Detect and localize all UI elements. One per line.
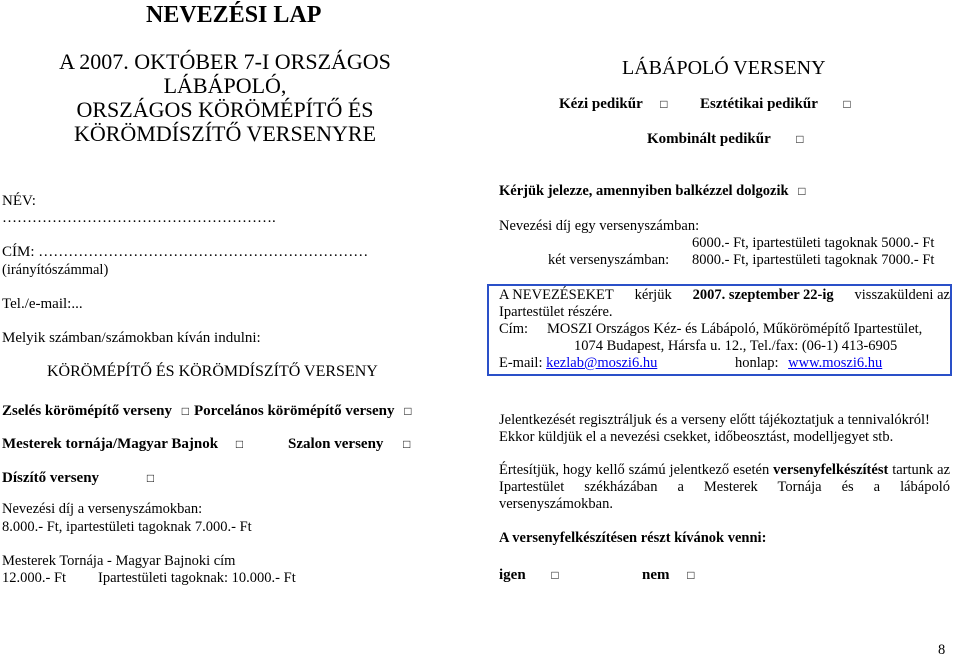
info2-c: tartunk az Ipartestület székházában a Mesterek Tornája és a lábápoló versenyszámokban. — [499, 462, 951, 512]
checkbox-icon[interactable] — [236, 436, 243, 453]
option-label: Kérjük jelezze, amennyiben balkézzel dolgozik — [499, 183, 789, 199]
event-line-4: KÖRÖMDÍSZÍTŐ VERSENYRE — [73, 121, 377, 146]
deadline-b: kérjük — [634, 287, 672, 303]
masters-fee-member: Ipartestületi tagoknak: 10.000.- Ft — [98, 570, 296, 586]
checkbox-icon[interactable] — [660, 96, 667, 113]
fee-right-title: Nevezési díj egy versenyszámban: — [499, 218, 700, 234]
option-gel-nail[interactable] — [2, 403, 189, 420]
option-label: Porcelános körömépítő verseny — [194, 403, 395, 419]
fee-left-title: Nevezési díj a versenyszámokban: — [2, 501, 203, 517]
checkbox-icon[interactable] — [687, 567, 694, 584]
fee-right-two-label: két versenyszámban: — [548, 252, 670, 268]
option-salon[interactable] — [288, 436, 410, 453]
checkbox-icon[interactable] — [182, 403, 189, 420]
option-label: Esztétikai pedikűr — [700, 96, 818, 112]
deadline-recipient: Ipartestület részére. — [499, 304, 613, 320]
option-yes[interactable] — [499, 567, 559, 584]
page-number: 8 — [938, 642, 946, 658]
masters-fee-title: Mesterek Tornája - Magyar Bajnoki cím — [2, 553, 236, 569]
address-label-right: Cím: — [499, 321, 529, 337]
checkbox-icon[interactable] — [551, 567, 558, 584]
web-link[interactable]: www.moszi6.hu — [788, 355, 883, 371]
deadline-line — [499, 287, 950, 304]
contact-field[interactable]: Tel./e-mail:... — [2, 296, 83, 312]
option-combined-pedicure[interactable] — [647, 131, 804, 148]
info-paragraph-1: Jelentkezését regisztráljuk és a verseny előtt tájékoztatjuk a tennivalókról! Ekkor küldjük el a nevezési csekket, időbeosztást, modelljegyet stb. — [499, 412, 930, 445]
option-label: nem — [642, 567, 670, 583]
info-paragraph-2 — [499, 462, 950, 513]
option-no[interactable] — [642, 567, 695, 584]
address-note: (irányítószámmal) — [2, 262, 109, 278]
option-label: Díszítő verseny — [2, 470, 100, 486]
deadline-d: visszaküldeni az — [854, 287, 950, 303]
masters-fee-amount: 12.000.- Ft — [2, 570, 67, 586]
address-line-1: MOSZI Országos Kéz- és Lábápoló, Műkörömépítő Ipartestület, — [547, 321, 923, 337]
event-title — [40, 50, 410, 146]
nail-heading: KÖRÖMÉPÍTŐ ÉS KÖRÖMDÍSZÍTŐ VERSENY — [47, 363, 378, 380]
email-link[interactable]: kezlab@moszi6.hu — [546, 355, 658, 371]
page-title: NEVEZÉSI LAP — [146, 2, 322, 28]
option-masters[interactable] — [2, 436, 243, 453]
name-label: NÉV: — [2, 193, 36, 209]
checkbox-icon[interactable] — [798, 183, 805, 200]
deadline-date: 2007. szeptember 22-ig — [692, 287, 834, 303]
fee-left-amount: 8.000.- Ft, ipartestületi tagoknak 7.000.- Ft — [2, 519, 252, 535]
option-porcelain-nail[interactable] — [194, 403, 412, 420]
address-label: CÍM: — [2, 244, 35, 260]
prep-question: A versenyfelkészítésen részt kívánok venni: — [499, 530, 767, 546]
category-question: Melyik számban/számokban kíván indulni: — [2, 330, 261, 346]
info2-a: Értesítjük, hogy kellő számú jelentkező esetén — [499, 462, 770, 478]
address-field[interactable] — [2, 244, 368, 261]
checkbox-icon[interactable] — [796, 131, 803, 148]
option-label: Kézi pedikűr — [559, 96, 643, 112]
checkbox-icon[interactable] — [403, 436, 410, 453]
option-label: igen — [499, 567, 526, 583]
event-line-3: ORSZÁGOS KÖRÖMÉPÍTŐ ÉS — [76, 97, 374, 122]
pedicure-heading: LÁBÁPOLÓ VERSENY — [622, 57, 826, 79]
fee-right-one: 6000.- Ft, ipartestületi tagoknak 5000.- Ft — [692, 235, 935, 251]
lefthanded-option[interactable] — [499, 183, 805, 200]
checkbox-icon[interactable] — [843, 96, 850, 113]
web-row — [735, 355, 882, 372]
checkbox-icon[interactable] — [147, 470, 154, 487]
option-decoration[interactable] — [2, 470, 154, 487]
email-label: E-mail: — [499, 355, 543, 371]
fee-right-two: 8000.- Ft, ipartestületi tagoknak 7000.- Ft — [692, 252, 935, 268]
deadline-a: A NEVEZÉSEKET — [499, 287, 614, 303]
event-line-1: A 2007. OKTÓBER 7-I ORSZÁGOS — [59, 49, 391, 74]
address-dots[interactable]: ………………………………………………………… — [38, 244, 369, 260]
address-line-2: 1074 Budapest, Hársfa u. 12., Tel./fax: (06-1) 413-6905 — [574, 338, 898, 354]
name-field[interactable]: ………………………………………………. — [2, 210, 276, 226]
option-label: Szalon verseny — [288, 436, 384, 452]
option-manual-pedicure[interactable] — [559, 96, 667, 113]
option-label: Mesterek tornája/Magyar Bajnok — [2, 436, 219, 452]
web-label: honlap: — [735, 355, 779, 371]
event-line-2: LÁBÁPOLÓ, — [163, 73, 287, 98]
option-label: Kombinált pedikűr — [647, 131, 771, 147]
option-label: Zselés körömépítő verseny — [2, 403, 172, 419]
option-aesthetic-pedicure[interactable] — [700, 96, 851, 113]
email-row — [499, 355, 657, 372]
checkbox-icon[interactable] — [404, 403, 411, 420]
info2-bold: versenyfelkészítést — [773, 462, 889, 478]
